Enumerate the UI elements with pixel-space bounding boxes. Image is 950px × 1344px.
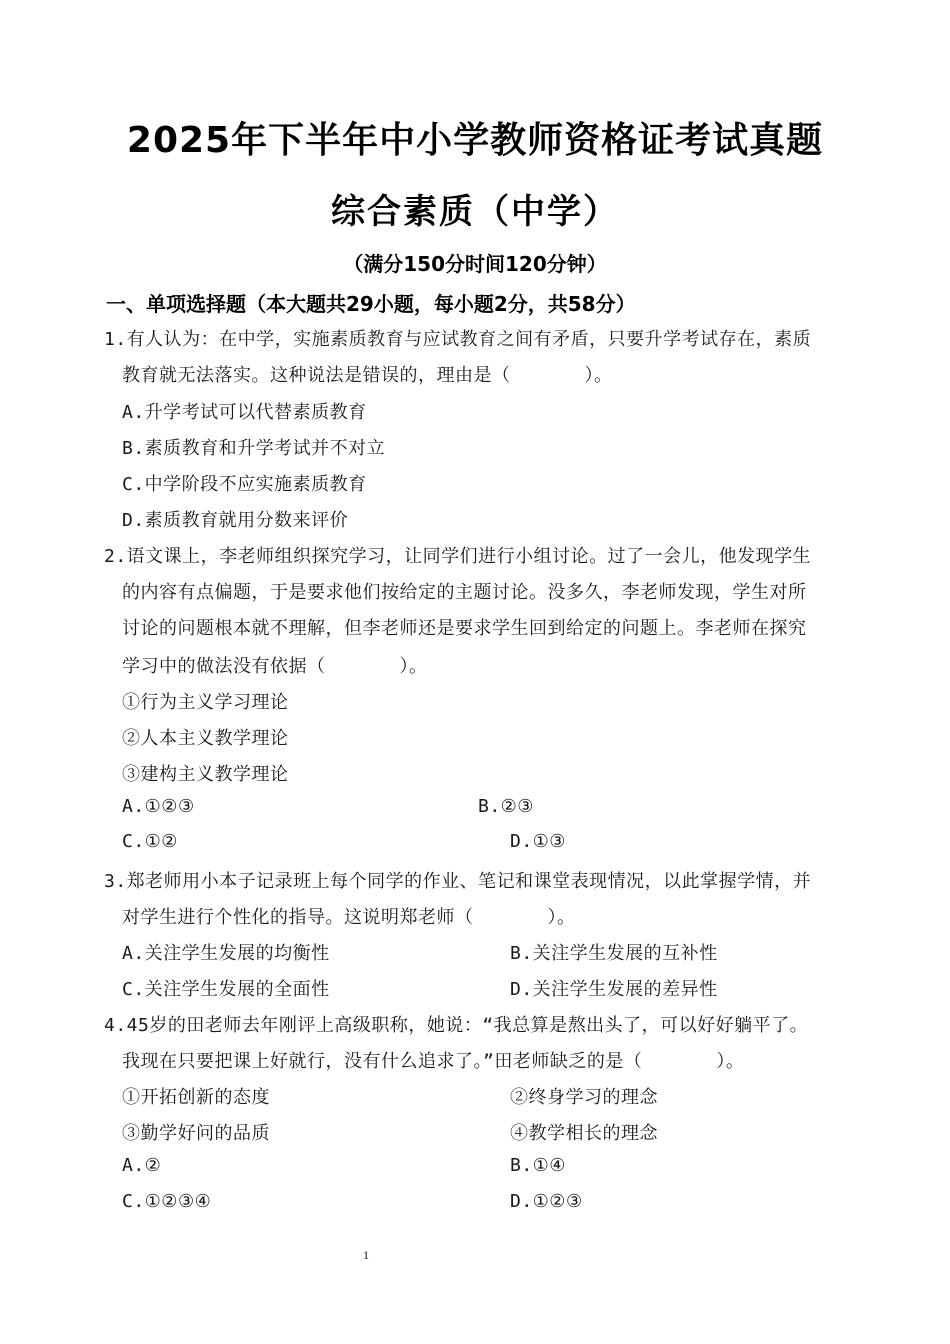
question-2-option-c: C.①② [122, 831, 178, 852]
question-1-line-1: 1.有人认为：在中学，实施素质教育与应试教育之间有矛盾，只要升学考试存在，素质 [104, 329, 812, 350]
question-4-line-2: 我现在只要把课上好就行，没有什么追求了。”田老师缺乏的是（ ）。 [122, 1051, 745, 1072]
question-2-item-2: ②人本主义教学理论 [122, 728, 289, 749]
question-4-option-a: A.② [122, 1155, 162, 1176]
question-4-option-d: D.①②③ [510, 1191, 583, 1212]
question-2-line-3: 讨论的问题根本就不理解，但李老师还是要求学生回到给定的问题上。李老师在探究 [122, 618, 807, 639]
question-4-item-1: ①开拓创新的态度 [122, 1087, 270, 1108]
question-4-item-3: ③勤学好问的品质 [122, 1123, 270, 1144]
question-2-option-d: D.①③ [510, 831, 566, 852]
question-3-option-b: B.关注学生发展的互补性 [510, 943, 718, 964]
question-4-item-2: ②终身学习的理念 [510, 1087, 658, 1108]
question-1-option-a: A.升学考试可以代替素质教育 [122, 402, 367, 423]
question-2-line-2: 的内容有点偏题，于是要求他们按给定的主题讨论。没多久，李老师发现，学生对所 [122, 582, 807, 603]
question-2-option-a: A.①②③ [122, 796, 195, 817]
question-4-option-c: C.①②③④ [122, 1191, 212, 1212]
page-number: 1 [363, 1248, 369, 1262]
exam-info: （满分150分时间120分钟） [343, 252, 607, 276]
question-1-option-c: C.中学阶段不应实施素质教育 [122, 474, 367, 495]
question-2-item-3: ③建构主义教学理论 [122, 764, 289, 785]
question-3-line-1: 3.郑老师用小本子记录班上每个同学的作业、笔记和课堂表现情况，以此掌握学情，并 [104, 871, 812, 892]
question-2-line-1: 2.语文课上，李老师组织探究学习，让同学们进行小组讨论。过了一会儿，他发现学生 [104, 546, 812, 567]
question-4-item-4: ④教学相长的理念 [510, 1123, 658, 1144]
question-2-line-4: 学习中的做法没有依据（ ）。 [122, 656, 428, 677]
page-title: 2025年下半年中小学教师资格证考试真题 [126, 120, 824, 161]
question-1-option-b: B.素质教育和升学考试并不对立 [122, 438, 386, 459]
question-4-option-b: B.①④ [510, 1155, 566, 1176]
question-2-item-1: ①行为主义学习理论 [122, 692, 289, 713]
question-1-line-2: 教育就无法落实。这种说法是错误的，理由是（ ）。 [122, 365, 613, 386]
question-2-option-b: B.②③ [478, 796, 534, 817]
question-3-option-c: C.关注学生发展的全面性 [122, 979, 330, 1000]
question-4-line-1: 4.45岁的田老师去年刚评上高级职称，她说：“我总算是熬出头了，可以好好躺平了。 [104, 1015, 809, 1036]
question-3-option-d: D.关注学生发展的差异性 [510, 979, 718, 1000]
section-heading: 一、单项选择题（本大题共29小题，每小题2分，共58分） [106, 292, 636, 316]
page-subtitle: 综合素质（中学） [331, 192, 619, 232]
question-1-option-d: D.素质教育就用分数来评价 [122, 510, 349, 531]
question-3-option-a: A.关注学生发展的均衡性 [122, 943, 330, 964]
question-3-line-2: 对学生进行个性化的指导。这说明郑老师（ ）。 [122, 907, 576, 928]
